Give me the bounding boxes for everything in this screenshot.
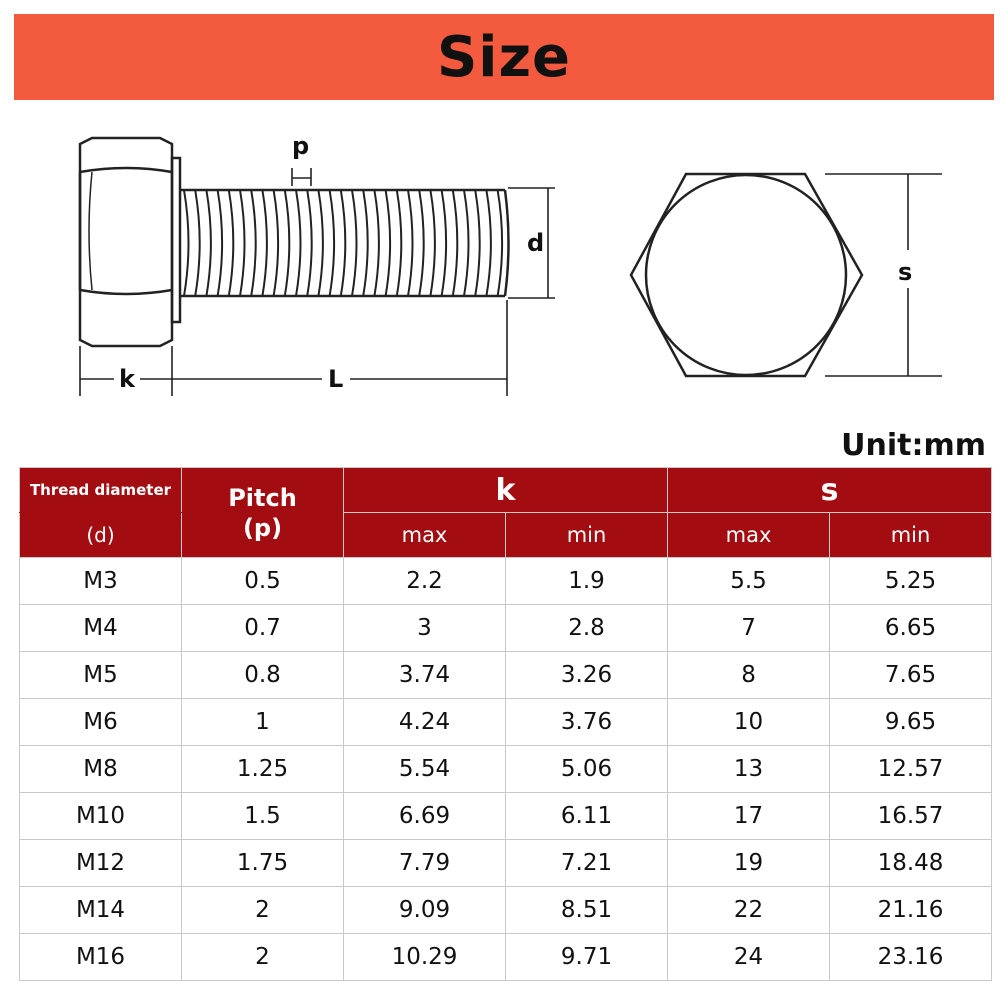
thread-line [374,190,379,296]
thread-line [430,190,435,296]
thread-line [397,190,402,296]
table-row [20,887,992,934]
unit-label: Unit:mm [841,428,986,463]
cell-s-min: 23.16 [830,934,992,981]
cell-pitch: 1 [182,699,344,746]
header-k-max: max [344,513,506,558]
thread-line [363,190,368,296]
cell-s-min: 21.16 [830,887,992,934]
cell-pitch: 1.5 [182,793,344,840]
cell-thread: M6 [20,699,182,746]
cell-k-min: 5.06 [506,746,668,793]
thread-line [240,190,245,296]
header-row-bottom [20,513,992,558]
cell-k-max: 2.2 [344,558,506,605]
thread-line [419,190,424,296]
thread-line [318,190,323,296]
thread-line [464,190,469,296]
cell-s-max: 24 [668,934,830,981]
table-row [20,840,992,887]
thread-line [442,190,447,296]
header-s-min: min [830,513,992,558]
thread-line [330,190,335,296]
cell-k-max: 6.69 [344,793,506,840]
cell-s-min: 12.57 [830,746,992,793]
cell-thread: M14 [20,887,182,934]
cell-pitch: 1.25 [182,746,344,793]
bolt-side-view [80,138,509,346]
thread-line [296,190,301,296]
cell-thread: M10 [20,793,182,840]
thread-line [195,190,200,296]
cell-k-max: 10.29 [344,934,506,981]
across-flats-dimension-label: s [898,258,913,286]
table-row [20,793,992,840]
thread-lines [184,190,502,296]
cell-pitch: 0.5 [182,558,344,605]
cell-pitch: 2 [182,887,344,934]
thread-line [274,190,279,296]
header-thread-symbol: (d) [20,513,182,558]
table-row [20,558,992,605]
cell-k-min: 6.11 [506,793,668,840]
thread-line [341,190,346,296]
cell-s-max: 22 [668,887,830,934]
header-pitch [182,468,344,558]
title-banner [14,14,994,100]
cell-k-max: 9.09 [344,887,506,934]
cell-s-min: 7.65 [830,652,992,699]
table-row [20,605,992,652]
cell-thread: M5 [20,652,182,699]
header-row-top [20,468,992,513]
thread-line [498,190,503,296]
cell-k-min: 8.51 [506,887,668,934]
header-k-min: min [506,513,668,558]
table-row [20,652,992,699]
thread-line [307,190,312,296]
cell-s-max: 7 [668,605,830,652]
cell-s-min: 16.57 [830,793,992,840]
header-s: s [668,468,992,513]
cell-pitch: 2 [182,934,344,981]
cell-pitch: 0.7 [182,605,344,652]
thread-line [262,190,267,296]
diameter-dimension-label: d [527,229,545,257]
pitch-dimension-label: p [292,132,310,160]
header-pitch-symbol: (p) [242,513,283,542]
header-pitch-label: Pitch [228,483,297,512]
bolt-head-top-view [631,174,862,376]
thread-line [386,190,391,296]
cell-s-min: 5.25 [830,558,992,605]
cell-k-min: 3.76 [506,699,668,746]
table-row [20,699,992,746]
bolt-size-table [19,467,992,981]
thread-line [285,190,290,296]
thread-line [453,190,458,296]
cell-s-max: 13 [668,746,830,793]
thread-line [229,190,234,296]
cell-thread: M12 [20,840,182,887]
thread-line [251,190,256,296]
cell-s-max: 19 [668,840,830,887]
thread-line [206,190,211,296]
table-row [20,934,992,981]
cell-thread: M16 [20,934,182,981]
table-body [20,558,992,981]
header-k: k [344,468,668,513]
cell-s-max: 17 [668,793,830,840]
thread-line [352,190,357,296]
cell-pitch: 0.8 [182,652,344,699]
cell-k-max: 3.74 [344,652,506,699]
cell-s-max: 8 [668,652,830,699]
bolt-diagram [0,110,1008,420]
cell-thread: M8 [20,746,182,793]
head-height-dimension-label: k [119,365,135,393]
thread-line [486,190,491,296]
cell-k-max: 7.79 [344,840,506,887]
table-row [20,746,992,793]
cell-s-min: 9.65 [830,699,992,746]
cell-s-max: 10 [668,699,830,746]
cell-s-min: 6.65 [830,605,992,652]
thread-line [408,190,413,296]
header-thread-diameter: Thread diameter [20,468,182,513]
thread-line [218,190,223,296]
cell-thread: M3 [20,558,182,605]
cell-k-max: 4.24 [344,699,506,746]
thread-line [475,190,480,296]
cell-thread: M4 [20,605,182,652]
page-title: Size [436,24,572,90]
length-dimension-label: L [328,365,344,393]
thread-line [184,190,189,296]
cell-k-min: 9.71 [506,934,668,981]
header-s-max: max [668,513,830,558]
cell-k-min: 1.9 [506,558,668,605]
cell-s-max: 5.5 [668,558,830,605]
cell-pitch: 1.75 [182,840,344,887]
cell-k-min: 3.26 [506,652,668,699]
cell-k-max: 5.54 [344,746,506,793]
cell-k-min: 2.8 [506,605,668,652]
cell-k-max: 3 [344,605,506,652]
cell-k-min: 7.21 [506,840,668,887]
cell-s-min: 18.48 [830,840,992,887]
